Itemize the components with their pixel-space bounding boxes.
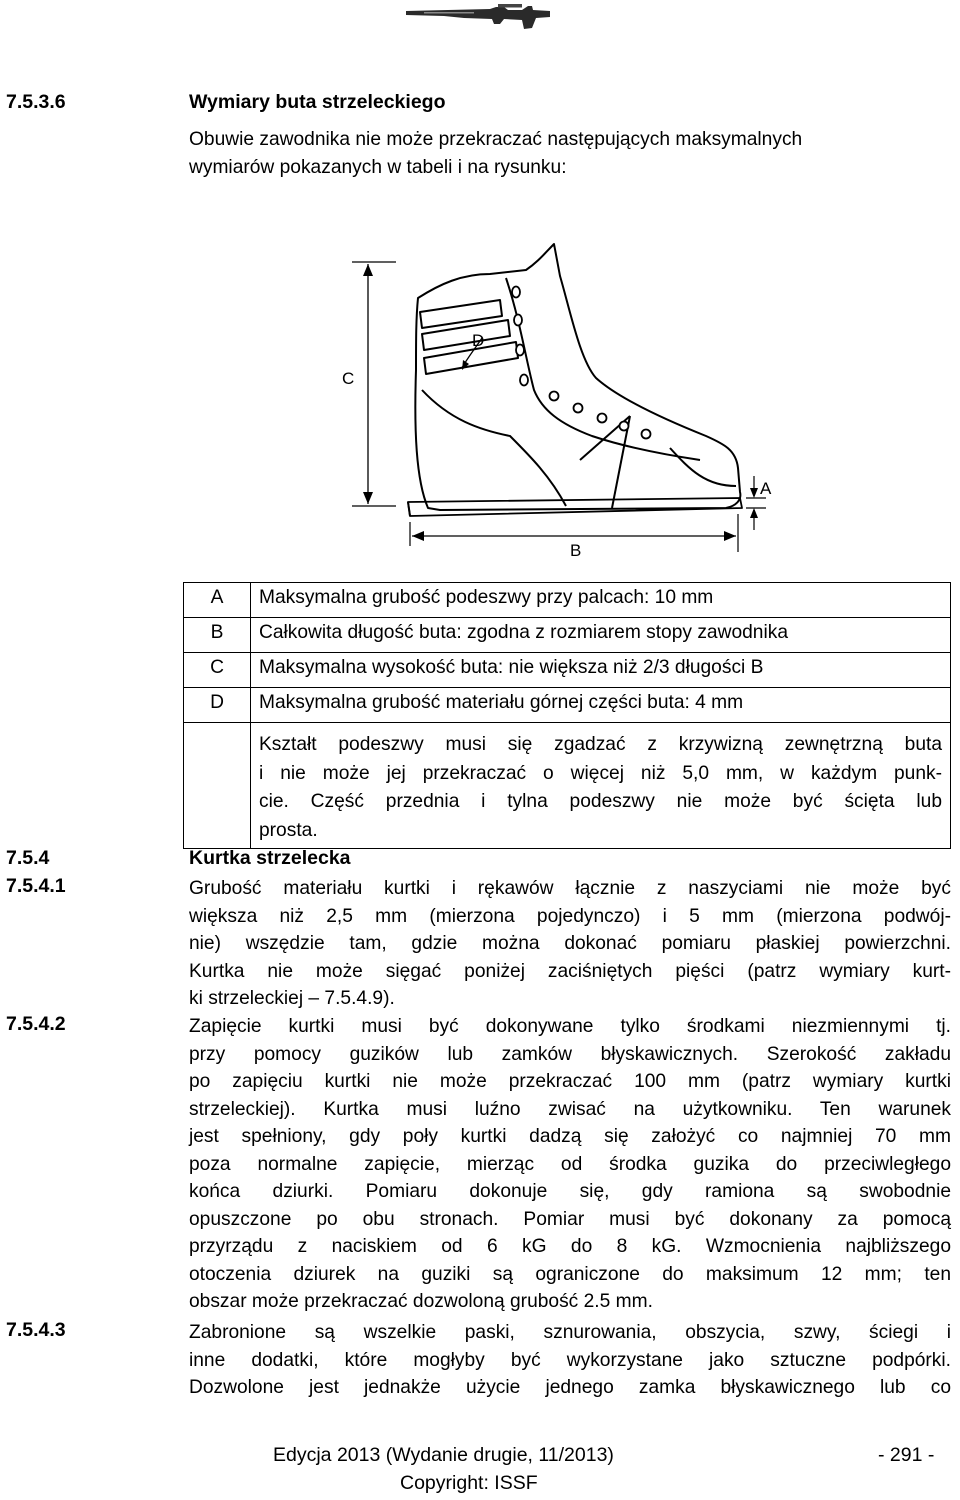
jacket-thickness-paragraph: [189, 875, 951, 1013]
paragraph-line: większa niż 2,5 mm (mierzona pojedynczo) i 5 mm (mierzona podwój-: [189, 905, 951, 927]
label-d: D: [472, 331, 485, 350]
table-row: [184, 583, 951, 618]
paragraph-line: nie) wszędzie tam, gdzie można dokonać pomiaru płaskiej powierzchni.: [189, 933, 951, 954]
sole-note: [251, 723, 951, 849]
sole-note-line: cie. Część przednia i tylna podeszwy nie może być ścięta lub: [259, 791, 942, 812]
label-a: A: [760, 479, 772, 498]
row-key: A: [184, 583, 251, 618]
paragraph-line: jest spełniony, gdy poły kurtki dadzą się założyć co najmniej 70 mm: [189, 1126, 951, 1147]
label-c: C: [342, 369, 355, 388]
label-b: B: [570, 541, 582, 560]
section-number-7542: 7.5.4.2: [6, 1013, 66, 1035]
jacket-additions-paragraph: [189, 1319, 951, 1402]
footer-page-number: - 291 -: [878, 1444, 935, 1466]
row-key: C: [184, 653, 251, 688]
footer-copyright: Copyright: ISSF: [400, 1472, 538, 1494]
paragraph-line: obszar może przekraczać dozwoloną grubość 2.5 mm.: [189, 1291, 653, 1312]
sole-note-line: Kształt podeszwy musi się zgadzać z krzywizną zewnętrzną buta: [259, 734, 942, 755]
boot-diagram: [330, 240, 810, 570]
paragraph-line: Zabronione są wszelkie paski, sznurowania, obszycia, szwy, ściegi i: [189, 1322, 951, 1343]
boot-dimension-table: [183, 582, 951, 849]
section-number-7536: 7.5.3.6: [6, 91, 66, 113]
paragraph-line: końca dziurki. Pomiaru dokonuje się, gdy ramiona są swobodnie: [189, 1181, 951, 1202]
row-value: Maksymalna grubość podeszwy przy palcach: 10 mm: [251, 583, 951, 618]
sole-note-line: prosta.: [259, 819, 318, 841]
paragraph-line: opuszczone po obu stronach. Pomiar musi być dokonany za pomocą: [189, 1208, 951, 1230]
paragraph-line: Kurtka nie może sięgać poniżej zaciśniętych pięści (patrz wymiary kurt-: [189, 960, 951, 982]
table-row: [184, 723, 951, 849]
paragraph-line: przyrządu z naciskiem od 6 kG do 8 kG. Wzmocnienia najbliższego: [189, 1236, 951, 1257]
paragraph-line: strzeleckiej). Kurtka musi luźno zwisać na użytkowniku. Ten warunek: [189, 1098, 951, 1120]
row-value: Maksymalna grubość materiału górnej części buta: 4 mm: [251, 688, 951, 723]
paragraph-line: ki strzeleckiej – 7.5.4.9).: [189, 988, 395, 1009]
paragraph-line: poza normalne zapięcie, mierząc od środka guzika do przeciwległego: [189, 1153, 951, 1175]
footer-edition: Edycja 2013 (Wydanie drugie, 11/2013): [273, 1444, 614, 1466]
table-row: [184, 688, 951, 723]
section-title-boot: Wymiary buta strzeleckiego: [189, 91, 446, 113]
boot-intro-line: wymiarów pokazanych w tabeli i na rysunku:: [189, 156, 567, 178]
boot-intro-line: Obuwie zawodnika nie może przekraczać następujących maksymalnych: [189, 129, 803, 150]
section-number-754: 7.5.4: [6, 847, 50, 869]
row-key: B: [184, 618, 251, 653]
section-title-jacket: Kurtka strzelecka: [189, 847, 351, 869]
paragraph-line: otoczenia dziurek na guziki są ograniczone do maksimum 12 mm; ten: [189, 1263, 951, 1285]
section-number-7543: 7.5.4.3: [6, 1319, 66, 1341]
paragraph-line: Zapięcie kurtki musi być dokonywane tylko środkami niezmiennymi tj.: [189, 1016, 951, 1037]
row-key: D: [184, 688, 251, 723]
paragraph-line: Grubość materiału kurtki i rękawów łącznie z naszyciami nie może być: [189, 878, 951, 899]
rifle-logo: [404, 2, 554, 32]
table-row: [184, 618, 951, 653]
sole-note-line: i nie może jej przekraczać o więcej niż 5,0 mm, w każdym punk-: [259, 762, 942, 784]
jacket-fastening-paragraph: [189, 1013, 951, 1316]
paragraph-line: po zapięciu kurtki nie może przekraczać 100 mm (patrz wymiary kurtki: [189, 1071, 951, 1092]
paragraph-line: przy pomocy guzików lub zamków błyskawicznych. Szerokość zakładu: [189, 1043, 951, 1065]
section-number-7541: 7.5.4.1: [6, 875, 66, 897]
paragraph-line: Dozwolone jest jednakże użycie jednego zamka błyskawicznego lub co: [189, 1377, 951, 1398]
row-value: Całkowita długość buta: zgodna z rozmiarem stopy zawodnika: [251, 618, 951, 653]
paragraph-line: inne dodatki, które mogłyby być wykorzystane jako sztuczne podpórki.: [189, 1349, 951, 1371]
row-value: Maksymalna wysokość buta: nie większa niż 2/3 długości B: [251, 653, 951, 688]
table-row: [184, 653, 951, 688]
boot-intro: [189, 126, 949, 181]
